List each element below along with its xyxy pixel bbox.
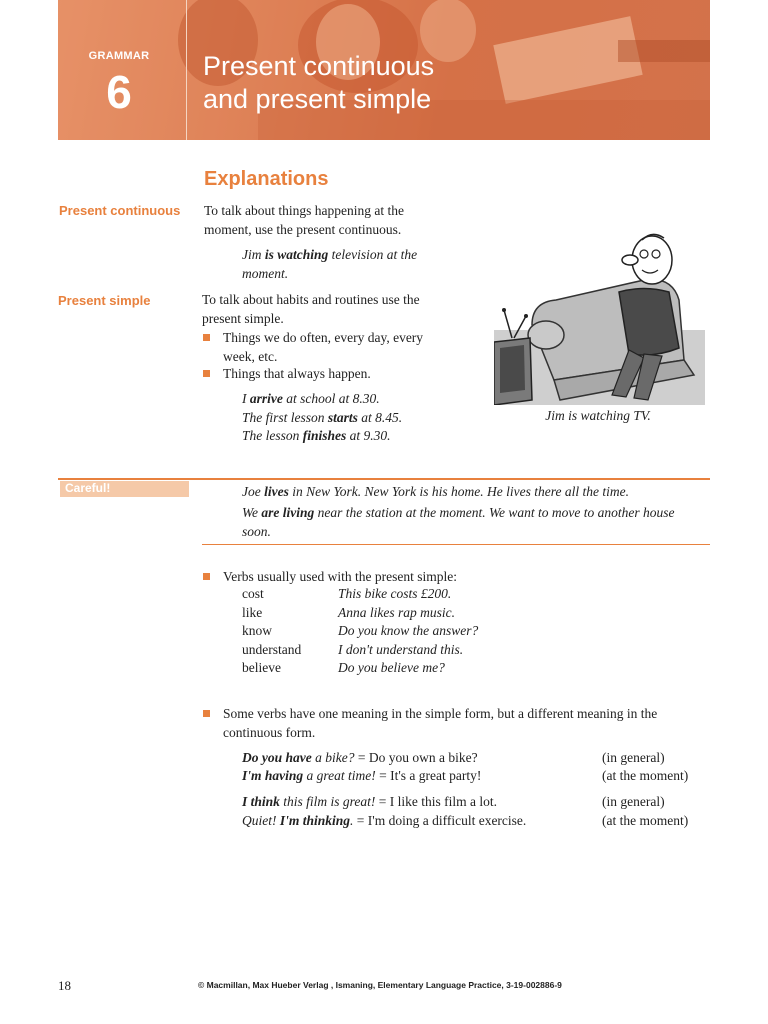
meaning-row: I'm having a great time! = It's a great party! (at the moment) [242, 768, 689, 783]
present-continuous-label: Present continuous [59, 203, 181, 218]
title-line-1: Present continuous [203, 51, 435, 81]
meaning-row: Do you have a bike? = Do you own a bike? (in general) [242, 750, 665, 765]
example-line: The first lesson starts at 8.45. [242, 409, 403, 425]
present-simple-label: Present simple [58, 293, 151, 308]
example-line: The lesson finishes at 9.30. [242, 428, 391, 443]
careful-top-rule [58, 478, 710, 480]
careful-example-2: We are living near the station at the moment. We want to move to another house soon. [242, 505, 675, 539]
careful-bottom-rule [202, 544, 710, 545]
verb-row: like Anna likes rap music. [242, 604, 455, 620]
careful-label: Careful! [60, 481, 189, 497]
page-number: 18 [58, 978, 71, 993]
bullet-icon [203, 334, 210, 341]
list-item: Verbs usually used with the present simple: [203, 568, 503, 588]
title-line-2: and present simple [203, 84, 432, 114]
verb-row: know Do you know the answer? [242, 623, 479, 638]
careful-example-1: Joe lives in New York. New York is his home. He lives there all the time. [242, 484, 629, 499]
unit-number: 6 [106, 66, 132, 118]
bullet-icon [203, 710, 210, 717]
list-item: Things we do often, every day, every week, etc. [203, 329, 458, 367]
verb-row: understand I don't understand this. [242, 641, 464, 657]
meaning-row: I think this film is great! = I like this film a lot. (in general) [242, 794, 665, 809]
example-line: I arrive at school at 8.30. [242, 391, 380, 406]
banner-divider [186, 0, 187, 140]
section-heading: Explanations [204, 168, 329, 190]
list-item: Some verbs have one meaning in the simple form, but a different meaning in the continuous form. [203, 705, 703, 743]
list-item: Things that always happen. [203, 365, 458, 385]
present-continuous-example: Jim is watching television at the moment. [242, 247, 418, 281]
page-title [203, 50, 623, 116]
bullet-icon [203, 370, 210, 377]
verb-row: cost This bike costs £200. [242, 586, 452, 601]
grammar-label: GRAMMAR [88, 50, 150, 62]
cartoon-illustration [494, 230, 705, 405]
meaning-row: Quiet! I'm thinking. = I'm doing a difficult exercise. (at the moment) [242, 813, 689, 828]
present-simple-text: To talk about habits and routines use the present simple. [202, 292, 420, 326]
present-continuous-text: To talk about things happening at the moment, use the present continuous. [204, 203, 405, 237]
illustration-caption: Jim is watching TV. [545, 408, 651, 423]
verb-list [242, 585, 492, 678]
verb-row: believe Do you believe me? [242, 660, 445, 675]
present-simple-examples [242, 390, 462, 446]
copyright: © Macmillan, Max Hueber Verlag , Ismaning, Elementary Language Practice, 3-19-002886-9 [198, 980, 562, 990]
bullet-icon [203, 573, 210, 580]
